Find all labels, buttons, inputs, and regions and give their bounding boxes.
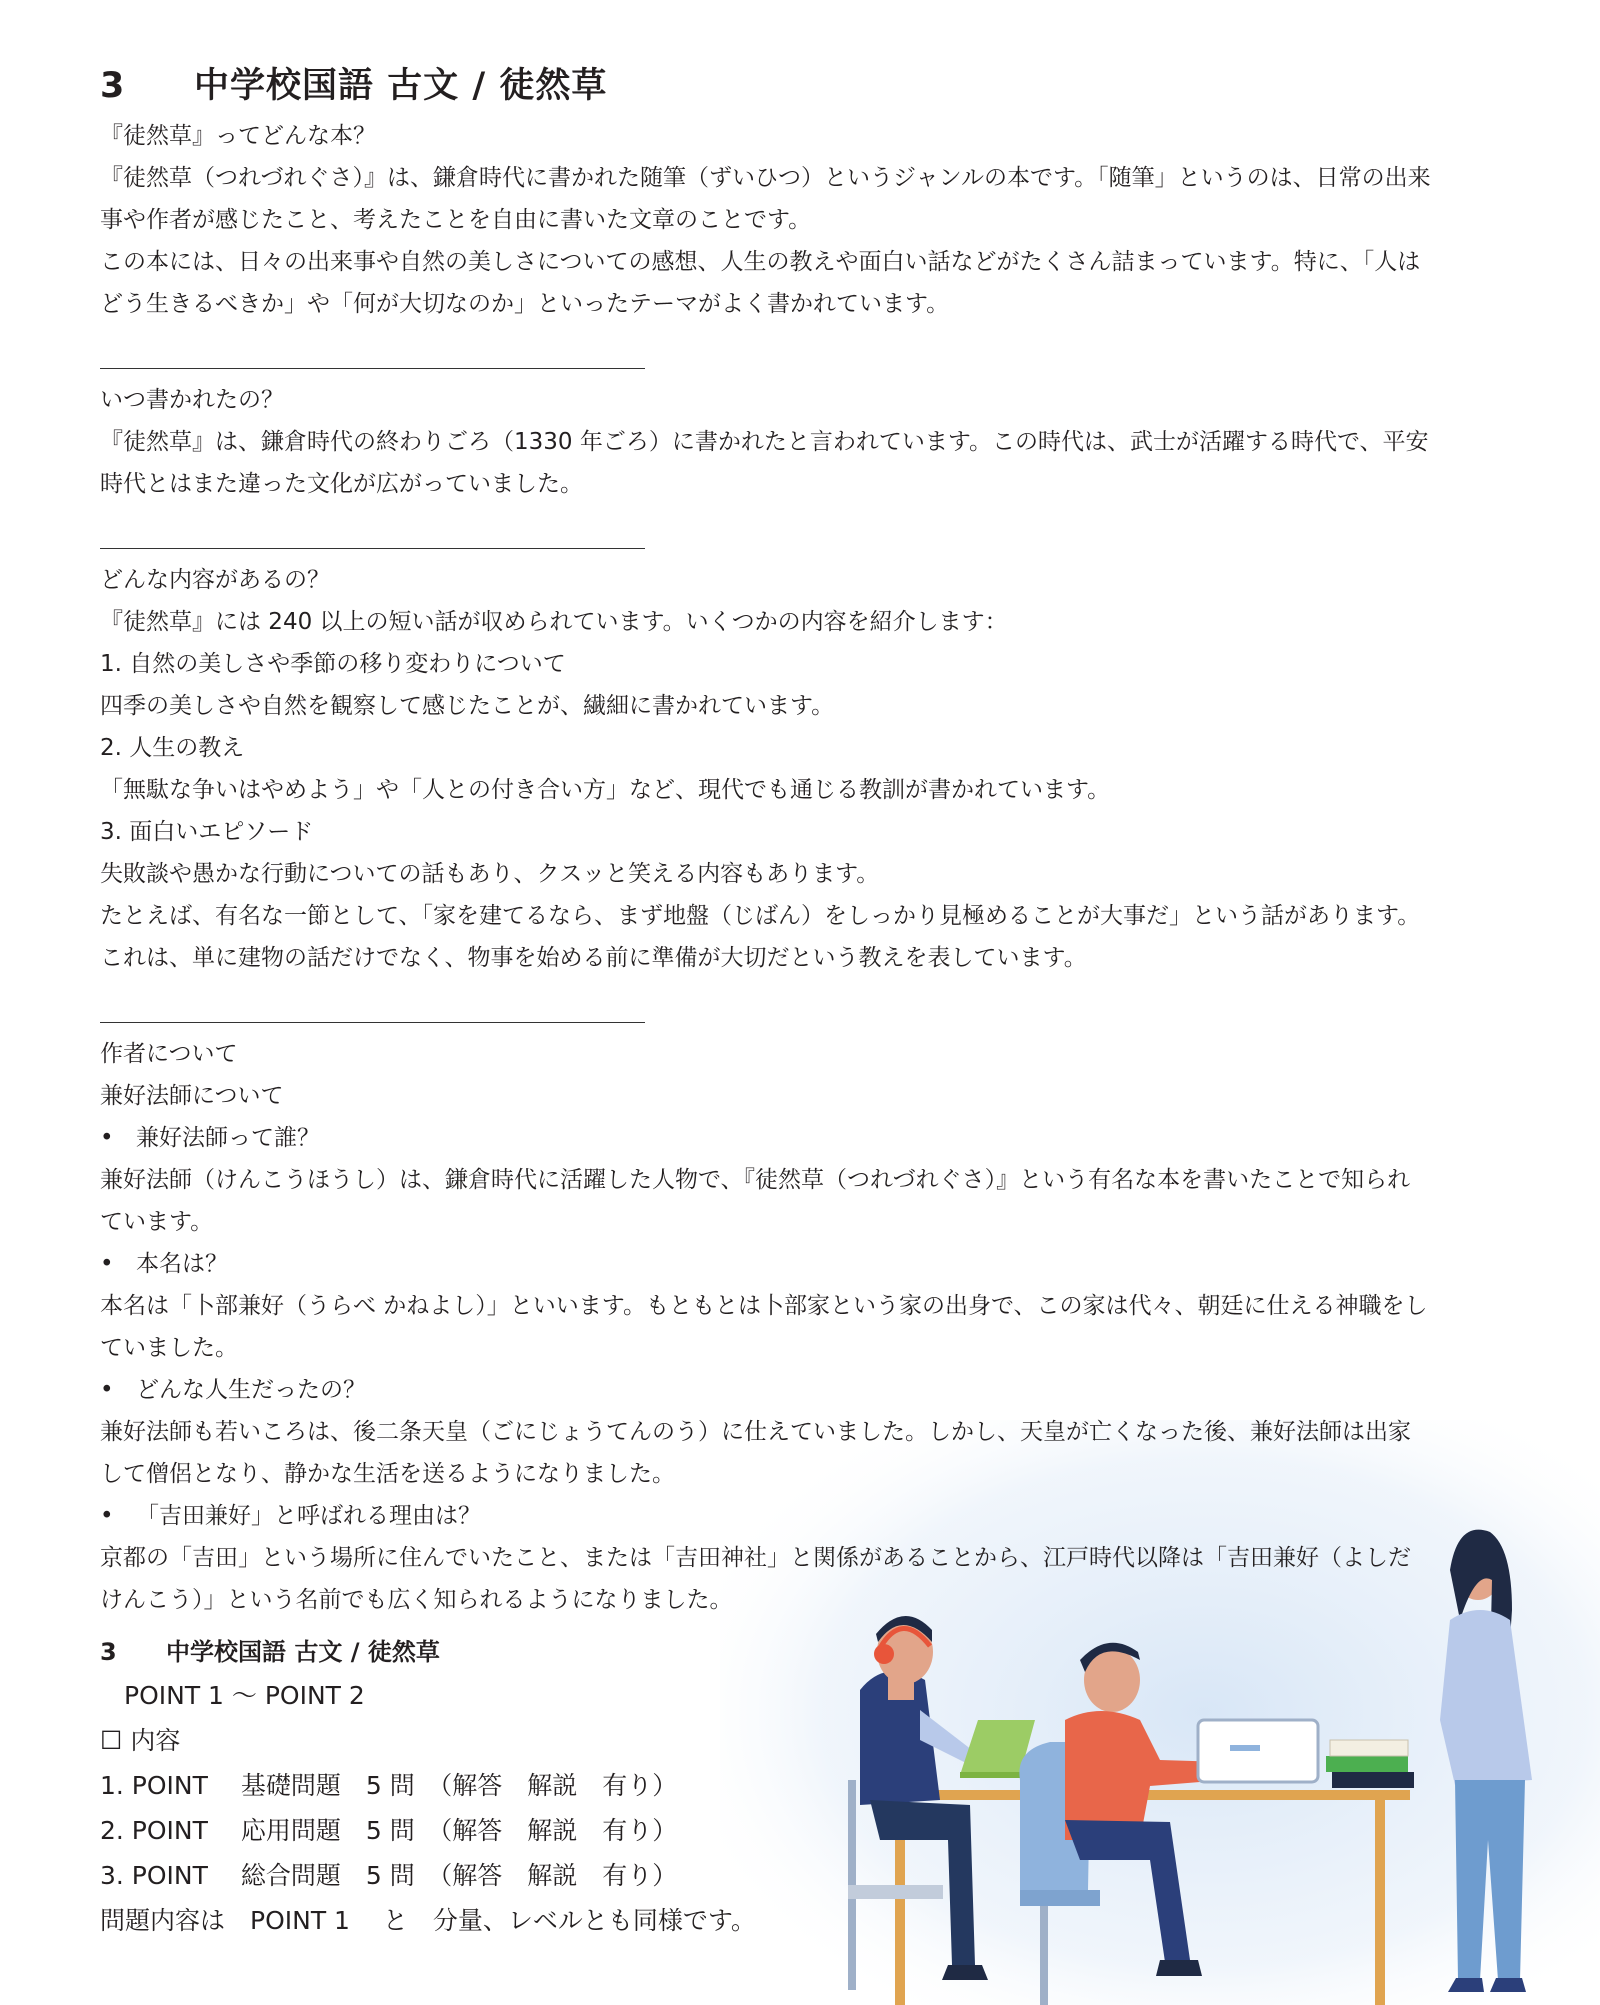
summary-title-text: 中学校国語 古文 / 徒然草 <box>166 1638 440 1666</box>
page-title <box>100 58 607 108</box>
bullet-answer-line: 兼好法師も若いころは、後二条天皇（ごにじょうてんのう）に仕えていました。しかし、天皇が亡くなった後、兼好法師は出家 <box>100 1419 1411 1445</box>
summary-range: POINT 1 〜 POINT 2 <box>124 1681 365 1710</box>
summary-item: 2. POINT 応用問題 5 問 （解答 解説 有り） <box>100 1816 678 1845</box>
bullet-answer-line: 本名は「卜部兼好（うらべ かねよし）」といいます。もともとは卜部家という家の出身で、この家は代々、朝廷に仕える神職をし <box>100 1293 1428 1319</box>
summary-contents-label: ☐ 内容 <box>100 1726 181 1755</box>
section4-heading: 作者について <box>100 1041 238 1067</box>
bullet-answer-line: ています。 <box>100 1209 214 1235</box>
bullet-symbol: • <box>100 1251 114 1277</box>
section3-line: 失敗談や愚かな行動についての話もあり、クスッと笑える内容もあります。 <box>100 861 880 887</box>
section3-line: たとえば、有名な一節として、「家を建てるなら、まず地盤（じばん）をしっかり見極めることが大事だ」という話があります。 <box>100 903 1421 929</box>
section3-line: 『徒然草』には 240 以上の短い話が収められています。いくつかの内容を紹介します： <box>100 609 1008 635</box>
books <box>1326 1740 1414 1788</box>
section3-list-item: 2. 人生の教え <box>100 735 245 761</box>
section2-line: 『徒然草』は、鎌倉時代の終わりごろ（1330 年ごろ）に書かれたと言われています。この時代は、武士が活躍する時代で、平安 <box>100 429 1429 455</box>
bullet-answer-line: ていました。 <box>100 1335 238 1361</box>
summary-item: 3. POINT 総合問題 5 問 （解答 解説 有り） <box>100 1861 678 1890</box>
summary-item: 1. POINT 基礎問題 5 問 （解答 解説 有り） <box>100 1771 678 1800</box>
section-divider <box>100 368 645 369</box>
bullet-symbol: • <box>100 1503 114 1529</box>
section3-line: 四季の美しさや自然を観察して感じたことが、繊細に書かれています。 <box>100 693 835 719</box>
section1-heading: 『徒然草』ってどんな本？ <box>100 123 376 149</box>
section-divider <box>100 1022 645 1023</box>
bullet-symbol: • <box>100 1125 114 1151</box>
bullet-question <box>100 1495 1500 1537</box>
section3-list-item: 3. 面白いエピソード <box>100 819 314 845</box>
bullet-question-text: どんな人生だったの？ <box>136 1377 366 1403</box>
section2-line: 時代とはまた違った文化が広がっていました。 <box>100 471 583 497</box>
bullet-question-text: 「吉田兼好」と呼ばれる理由は？ <box>136 1503 481 1529</box>
section3-heading: どんな内容があるの？ <box>100 567 330 593</box>
section-divider <box>100 548 645 549</box>
bullet-answer-line: 兼好法師（けんこうほうし）は、鎌倉時代に活躍した人物で、『徒然草（つれづれぐさ）』という有名な本を書いたことで知られ <box>100 1167 1411 1193</box>
section1-line: 『徒然草（つれづれぐさ）』は、鎌倉時代に書かれた随筆（ずいひつ）というジャンルの本です。「随筆」というのは、日常の出来 <box>100 165 1431 191</box>
section3-line: これは、単に建物の話だけでなく、物事を始める前に準備が大切だという教えを表しています。 <box>100 945 1087 971</box>
bullet-question <box>100 1117 1500 1159</box>
section1-line: どう生きるべきか」や「何が大切なのか」といったテーマがよく書かれています。 <box>100 291 950 317</box>
section1-line: 事や作者が感じたこと、考えたことを自由に書いた文章のことです。 <box>100 207 812 233</box>
section1-line: この本には、日々の出来事や自然の美しさについての感想、人生の教えや面白い話などがたくさん詰まっています。特に、「人は <box>100 249 1421 275</box>
bullet-answer-line: けんこう）」という名前でも広く知られるようになりました。 <box>100 1587 733 1613</box>
page-title-text: 中学校国語 古文 / 徒然草 <box>194 66 608 106</box>
article-body <box>100 115 1500 1621</box>
section3-list-item: 1. 自然の美しさや季節の移り変わりについて <box>100 651 566 677</box>
page-title-number: 3 <box>100 66 126 106</box>
section3-line: 「無駄な争いはやめよう」や「人との付き合い方」など、現代でも通じる教訓が書かれています。 <box>100 777 1111 803</box>
section2-heading: いつ書かれたの？ <box>100 387 284 413</box>
point-summary <box>100 1632 756 1946</box>
bullet-question-text: 兼好法師って誰？ <box>136 1125 320 1151</box>
bullet-question <box>100 1369 1500 1411</box>
bullet-answer-line: 京都の「吉田」という場所に住んでいたこと、または「吉田神社」と関係があることから、江戸時代以降は「吉田兼好（よしだ <box>100 1545 1411 1571</box>
summary-title-number: 3 <box>100 1638 117 1666</box>
summary-note: 問題内容は POINT 1 と 分量、レベルとも同様です。 <box>100 1906 756 1935</box>
section4-subheading: 兼好法師について <box>100 1083 284 1109</box>
bullet-question-text: 本名は？ <box>136 1251 228 1277</box>
bullet-symbol: • <box>100 1377 114 1403</box>
bullet-answer-line: して僧侶となり、静かな生活を送るようになりました。 <box>100 1461 675 1487</box>
summary-title <box>100 1632 756 1676</box>
bullet-question <box>100 1243 1500 1285</box>
